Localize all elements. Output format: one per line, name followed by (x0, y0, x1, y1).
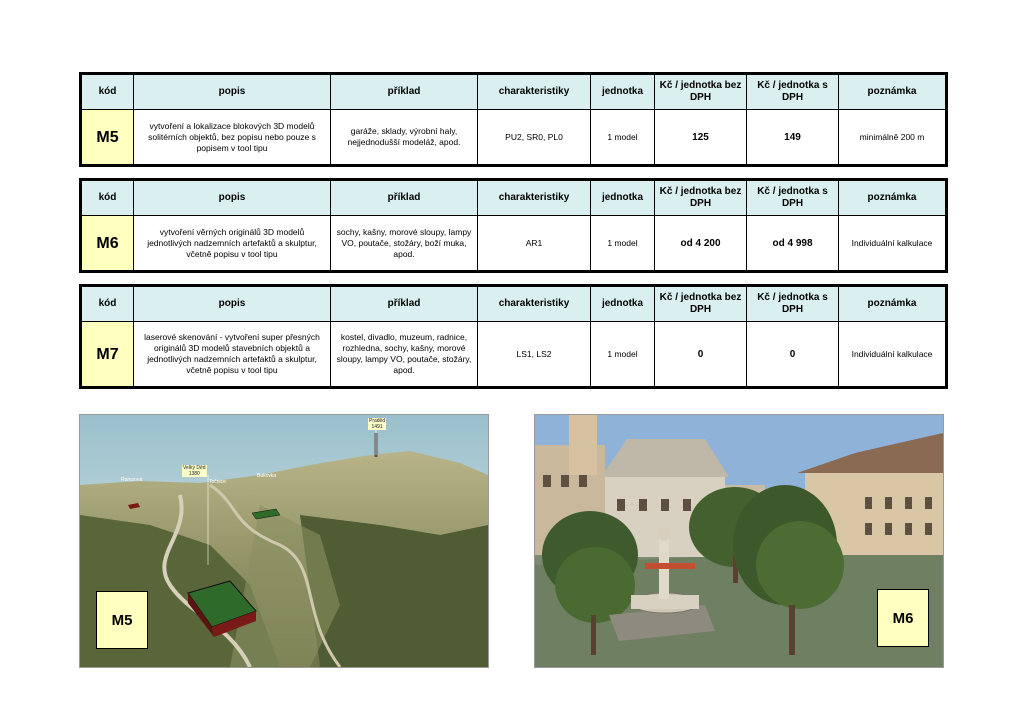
place-label-tocnice: Točnice (209, 479, 226, 485)
header-note: poznámka (839, 74, 947, 110)
peak-label-velky-ded: Velký Děd 1380 (183, 465, 206, 477)
header-unit: jednotka (591, 286, 655, 322)
item-description: laserové skenování - vytvoření super přesných originálů 3D modelů stavebních objektů a jednotlivých nadzemních artefaktů a skulptur, včetně popisu v tool tipu (134, 322, 331, 388)
header-description: popis (134, 180, 331, 216)
town-square-3d-image (534, 414, 944, 668)
item-example: garáže, sklady, výrobní haly, nejjednodušší modeláž, apod. (331, 110, 478, 166)
price-table-m7 (79, 284, 948, 389)
header-code: kód (81, 74, 134, 110)
header-price-gross: Kč / jednotka s DPH (747, 74, 839, 110)
item-price-gross: od 4 998 (747, 216, 839, 272)
item-code: M5 (81, 110, 134, 166)
header-code: kód (81, 286, 134, 322)
header-price-gross: Kč / jednotka s DPH (747, 286, 839, 322)
price-table-m6 (79, 178, 948, 273)
image-badge-m6: M6 (877, 589, 929, 647)
image-badge-m5: M5 (96, 591, 148, 649)
header-description: popis (134, 74, 331, 110)
item-unit: 1 model (591, 110, 655, 166)
header-note: poznámka (839, 180, 947, 216)
table-row (81, 322, 947, 388)
header-unit: jednotka (591, 180, 655, 216)
header-price-gross: Kč / jednotka s DPH (747, 180, 839, 216)
header-description: popis (134, 286, 331, 322)
item-note: Individuální kalkulace (839, 322, 947, 388)
peak-label-praded: Praděd 1491 (369, 418, 386, 430)
place-label-bukovka: Bukovka (257, 473, 277, 479)
header-characteristics: charakteristiky (478, 286, 591, 322)
price-table-m5 (79, 72, 948, 167)
item-price-net: od 4 200 (655, 216, 747, 272)
item-description: vytvoření věrných originálů 3D modelů jednotlivých nadzemních artefaktů a skulptur, včetně popisu v tool tipu (134, 216, 331, 272)
header-example: příklad (331, 180, 478, 216)
item-price-net: 125 (655, 110, 747, 166)
table-row (81, 110, 947, 166)
item-price-gross: 149 (747, 110, 839, 166)
item-note: Individuální kalkulace (839, 216, 947, 272)
header-example: příklad (331, 74, 478, 110)
item-code: M7 (81, 322, 134, 388)
item-example: kostel, divadlo, muzeum, radnice, rozhledna, sochy, kašny, morové sloupy, lampy VO, poutače, stožáry, apod. (331, 322, 478, 388)
item-code: M6 (81, 216, 134, 272)
item-characteristics: AR1 (478, 216, 591, 272)
item-unit: 1 model (591, 216, 655, 272)
item-description: vytvoření a lokalizace blokových 3D modelů solitérních objektů, bez popisu nebo pouze s popisem v tool tipu (134, 110, 331, 166)
header-example: příklad (331, 286, 478, 322)
table-header-row (81, 74, 947, 110)
header-unit: jednotka (591, 74, 655, 110)
header-price-net: Kč / jednotka bez DPH (655, 74, 747, 110)
header-price-net: Kč / jednotka bez DPH (655, 180, 747, 216)
header-price-net: Kč / jednotka bez DPH (655, 286, 747, 322)
table-row (81, 216, 947, 272)
table-header-row (81, 180, 947, 216)
place-label-ramzova: Ramzová (121, 477, 143, 483)
item-characteristics: PU2, SR0, PL0 (478, 110, 591, 166)
item-price-gross: 0 (747, 322, 839, 388)
header-characteristics: charakteristiky (478, 180, 591, 216)
table-header-row (81, 286, 947, 322)
item-note: minimálně 200 m (839, 110, 947, 166)
item-price-net: 0 (655, 322, 747, 388)
item-example: sochy, kašny, morové sloupy, lampy VO, poutače, stožáry, boží muka, apod. (331, 216, 478, 272)
header-code: kód (81, 180, 134, 216)
item-unit: 1 model (591, 322, 655, 388)
header-note: poznámka (839, 286, 947, 322)
item-characteristics: LS1, LS2 (478, 322, 591, 388)
terrain-3d-image (79, 414, 489, 668)
header-characteristics: charakteristiky (478, 74, 591, 110)
